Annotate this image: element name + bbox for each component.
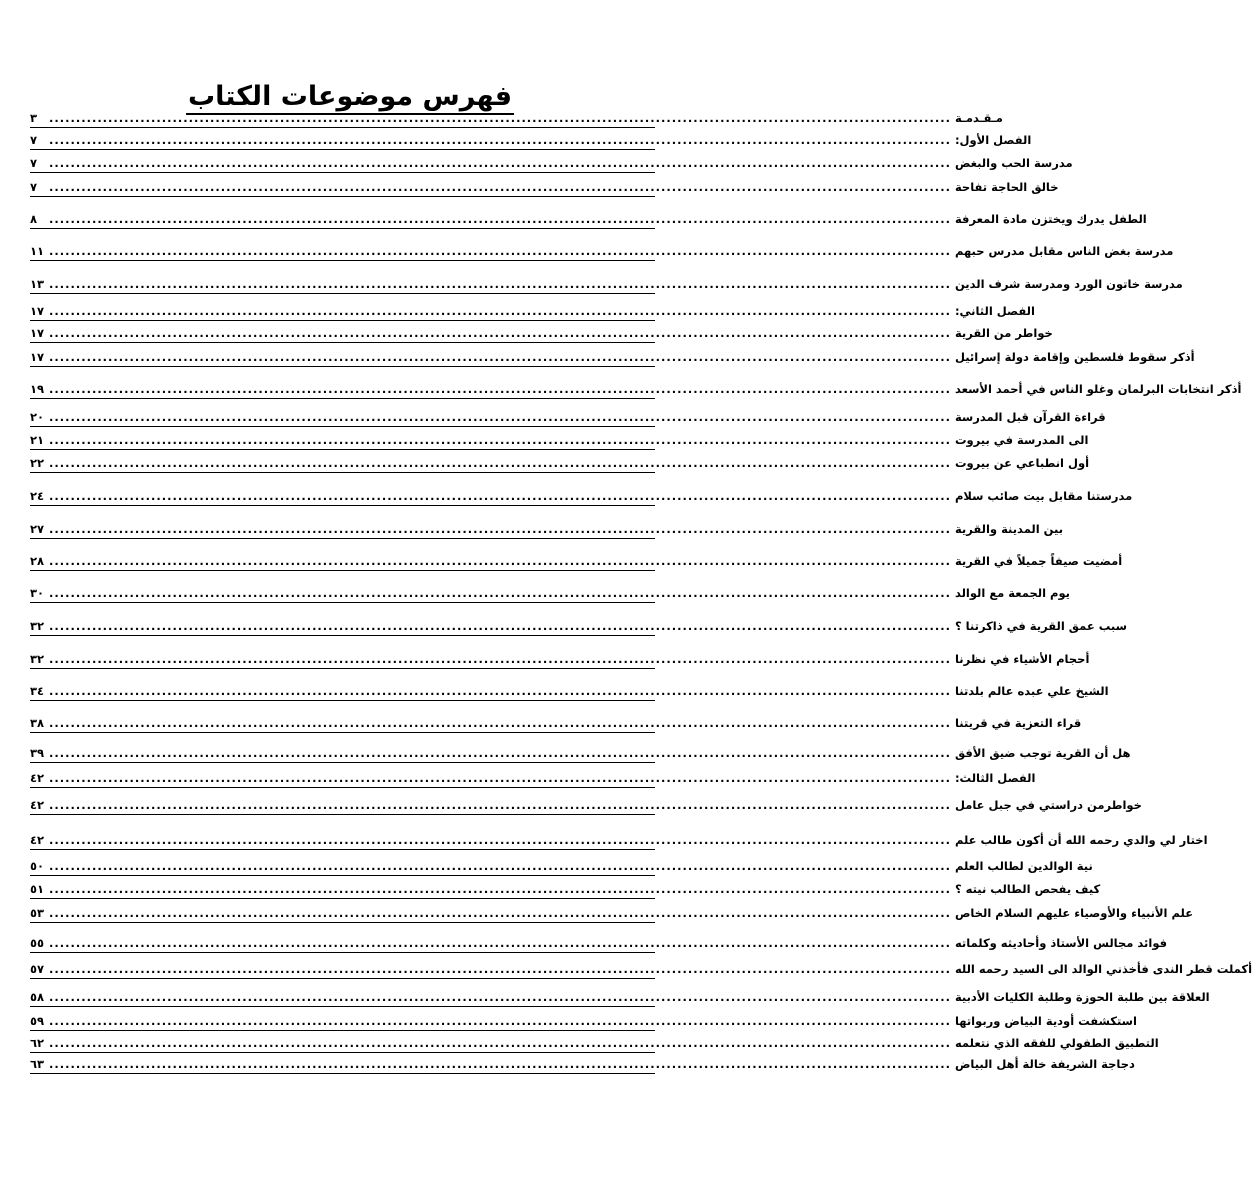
toc-page-number: ٦٢ — [30, 1036, 45, 1050]
toc-entry — [30, 988, 1210, 1007]
toc-page-number: ١٧ — [30, 350, 45, 364]
toc-entry-title: أذكر سقوط فلسطين وإقامة دولة إسرائيل — [954, 350, 1195, 364]
toc-page-number: ٨ — [30, 212, 38, 226]
toc-leader-dots: ........................................................................................................................................................................ — [49, 1057, 951, 1071]
toc-leader-dots: ........................................................................................................................................................................ — [49, 882, 951, 896]
toc-page-number: ٧ — [30, 133, 38, 147]
toc-page-number: ٣٤ — [30, 684, 45, 698]
toc-page-number: ٥٥ — [30, 936, 45, 950]
toc-leader-dots: ........................................................................................................................................................................ — [49, 1014, 951, 1028]
toc-leader-dots: ........................................................................................................................................................................ — [49, 212, 951, 226]
toc-entry-title: أمضيت صيفاً جميلاً في القرية — [954, 554, 1123, 568]
toc-entry — [30, 880, 1101, 899]
toc-entry — [30, 552, 1123, 571]
toc-page-number: ٤٢ — [30, 771, 45, 785]
toc-entry-title: سبب عمق القرية في ذاكرتنا ؟ — [954, 619, 1127, 633]
toc-entry — [30, 324, 1053, 343]
toc-leader-dots: ........................................................................................................................................................................ — [49, 244, 951, 258]
toc-page-number: ٧ — [30, 180, 38, 194]
toc-entry-title: أحجام الأشياء في نظرنا — [954, 652, 1090, 666]
toc-page-number: ٥٠ — [30, 859, 45, 873]
toc-entry — [30, 1034, 1159, 1053]
toc-page-number: ٥٨ — [30, 990, 45, 1004]
toc-entry-title: مدرسة الحب والبغض — [954, 156, 1073, 170]
toc-leader-dots: ........................................................................................................................................................................ — [49, 936, 951, 950]
toc-entry — [30, 380, 1242, 399]
toc-entry — [30, 714, 1082, 733]
toc-entry — [30, 154, 1073, 173]
toc-leader-dots: ........................................................................................................................................................................ — [49, 1036, 951, 1050]
toc-entry — [30, 487, 1133, 506]
toc-page-number: ٢٠ — [30, 410, 45, 424]
toc-entry-title: أكملت قطر الندى فأخذني الوالد الى السيد رحمه الله — [954, 962, 1252, 976]
toc-entry-title: التطبيق الطفولي للفقه الذي نتعلمه — [954, 1036, 1159, 1050]
toc-leader-dots: ........................................................................................................................................................................ — [49, 326, 951, 340]
toc-entry-title: قراءة القرآن قبل المدرسة — [954, 410, 1106, 424]
toc-entry — [30, 131, 1032, 150]
toc-leader-dots: ........................................................................................................................................................................ — [49, 277, 951, 291]
toc-entry — [30, 242, 1174, 261]
toc-leader-dots: ........................................................................................................................................................................ — [49, 962, 951, 976]
toc-entry — [30, 1012, 1137, 1031]
toc-entry-title: خالق الحاجة تفاحة — [954, 180, 1059, 194]
toc-entry — [30, 744, 1131, 763]
toc-leader-dots: ........................................................................................................................................................................ — [49, 833, 951, 847]
toc-page-number: ٥٧ — [30, 962, 45, 976]
toc-leader-dots: ........................................................................................................................................................................ — [49, 111, 951, 125]
toc-entry-title: قراء التعزية في قريتنا — [954, 716, 1082, 730]
toc-entry-title: بين المدينة والقرية — [954, 522, 1064, 536]
toc-entry-title: الفصل الثالث: — [954, 771, 1036, 785]
toc-leader-dots: ........................................................................................................................................................................ — [49, 652, 951, 666]
toc-entry — [30, 109, 1003, 128]
toc-leader-dots: ........................................................................................................................................................................ — [49, 990, 951, 1004]
toc-page-number: ٢٧ — [30, 522, 45, 536]
toc-leader-dots: ........................................................................................................................................................................ — [49, 382, 951, 396]
toc-page-number: ١٣ — [30, 277, 45, 291]
toc-entry-title: الشيخ علي عبده عالم بلدتنا — [954, 684, 1109, 698]
toc-leader-dots: ........................................................................................................................................................................ — [49, 489, 951, 503]
toc-entry-title: مـقـدمـة — [954, 111, 1003, 125]
toc-page-number: ٧ — [30, 156, 38, 170]
toc-entry-title: خواطر من القرية — [954, 326, 1053, 340]
toc-leader-dots: ........................................................................................................................................................................ — [49, 456, 951, 470]
toc-page-number: ٥٩ — [30, 1014, 45, 1028]
toc-entry — [30, 796, 1142, 815]
toc-leader-dots: ........................................................................................................................................................................ — [49, 304, 951, 318]
toc-entry-title: استكشفت أودية البياض وربواتها — [954, 1014, 1137, 1028]
toc-page-number: ٣ — [30, 111, 38, 125]
toc-page-number: ١١ — [30, 244, 45, 258]
toc-leader-dots: ........................................................................................................................................................................ — [49, 410, 951, 424]
toc-entry — [30, 769, 1036, 788]
toc-page-number: ٦٣ — [30, 1057, 45, 1071]
toc-entry — [30, 520, 1064, 539]
toc-entry-title: كيف يفحص الطالب نيته ؟ — [954, 882, 1101, 896]
toc-leader-dots: ........................................................................................................................................................................ — [49, 906, 951, 920]
toc-page-number: ٣٢ — [30, 652, 45, 666]
toc-page-number: ٥١ — [30, 882, 45, 896]
toc-entry — [30, 934, 1168, 953]
toc-entry-title: علم الأنبياء والأوصياء عليهم السلام الخاص — [954, 906, 1194, 920]
toc-entry-title: الى المدرسة في بيروت — [954, 433, 1089, 447]
toc-page-number: ٣٢ — [30, 619, 45, 633]
toc-entry-title: هل أن القرية توجب ضيق الأفق — [954, 746, 1131, 760]
toc-entry — [30, 857, 1093, 876]
toc-leader-dots: ........................................................................................................................................................................ — [49, 771, 951, 785]
toc-leader-dots: ........................................................................................................................................................................ — [49, 859, 951, 873]
toc-entry-title: مدرسة بغض الناس مقابل مدرس حبهم — [954, 244, 1174, 258]
toc-page-number: ١٩ — [30, 382, 45, 396]
toc-leader-dots: ........................................................................................................................................................................ — [49, 586, 951, 600]
toc-page-number: ٢٢ — [30, 456, 45, 470]
page-title-text: فهرس موضوعات الكتاب — [186, 81, 514, 115]
toc-entry-title: الفصل الثاني: — [954, 304, 1035, 318]
toc-entry-title: خواطرمن دراستي في جبل عامل — [954, 798, 1142, 812]
toc-leader-dots: ........................................................................................................................................................................ — [49, 133, 951, 147]
toc-page-number: ٥٣ — [30, 906, 45, 920]
toc-page-number: ٢١ — [30, 433, 45, 447]
toc-entry-title: اختار لي والدي رحمه الله أن أكون طالب علم — [954, 833, 1208, 847]
toc-entry-title: دجاجة الشريفة خالة أهل البياض — [954, 1057, 1135, 1071]
toc-entry — [30, 210, 1147, 229]
toc-entry-title: مدرسة خاتون الورد ومدرسة شرف الدين — [954, 277, 1183, 291]
toc-leader-dots: ........................................................................................................................................................................ — [49, 554, 951, 568]
toc-entry — [30, 302, 1035, 321]
toc-entry — [30, 454, 1090, 473]
toc-page-number: ٢٤ — [30, 489, 45, 503]
toc-leader-dots: ........................................................................................................................................................................ — [49, 180, 951, 194]
toc-entry — [30, 1055, 1135, 1074]
toc-entry-title: نية الوالدين لطالب العلم — [954, 859, 1093, 873]
toc-entry-title: الطفل يدرك ويختزن مادة المعرفة — [954, 212, 1147, 226]
toc-leader-dots: ........................................................................................................................................................................ — [49, 746, 951, 760]
toc-leader-dots: ........................................................................................................................................................................ — [49, 350, 951, 364]
toc-entry-title: الفصل الأول: — [954, 133, 1032, 147]
toc-page-number: ٤٢ — [30, 833, 45, 847]
toc-page-number: ٣٩ — [30, 746, 45, 760]
toc-page-number: ١٧ — [30, 304, 45, 318]
toc-entry — [30, 682, 1109, 701]
toc-leader-dots: ........................................................................................................................................................................ — [49, 433, 951, 447]
toc-page-number: ٢٨ — [30, 554, 45, 568]
toc-page-number: ٣٠ — [30, 586, 45, 600]
toc-leader-dots: ........................................................................................................................................................................ — [49, 684, 951, 698]
toc-entry-title: أول انطباعي عن بيروت — [954, 456, 1090, 470]
toc-page-number: ٤٢ — [30, 798, 45, 812]
toc-entry-title: فوائد مجالس الأستاذ وأحاديثه وكلماته — [954, 936, 1168, 950]
toc-page-number: ١٧ — [30, 326, 45, 340]
toc-entry — [30, 348, 1195, 367]
toc-entry — [30, 831, 1208, 850]
toc-leader-dots: ........................................................................................................................................................................ — [49, 522, 951, 536]
toc-entry — [30, 584, 1070, 603]
toc-entry — [30, 650, 1090, 669]
toc-entry-title: العلاقة بين طلبة الحوزة وطلبة الكليات الأدبية — [954, 990, 1210, 1004]
toc-leader-dots: ........................................................................................................................................................................ — [49, 156, 951, 170]
toc-leader-dots: ........................................................................................................................................................................ — [49, 619, 951, 633]
toc-entry — [30, 408, 1106, 427]
toc-entry — [30, 431, 1089, 450]
toc-entry — [30, 960, 1252, 979]
toc-entry — [30, 617, 1127, 636]
toc-entry-title: أذكر انتخابات البرلمان وغلو الناس في أحمد الأسعد — [954, 382, 1242, 396]
toc-entry — [30, 904, 1194, 923]
toc-page-number: ٣٨ — [30, 716, 45, 730]
toc-entry — [30, 178, 1059, 197]
toc-entry-title: مدرستنا مقابل بيت صائب سلام — [954, 489, 1133, 503]
toc-entry — [30, 275, 1183, 294]
toc-leader-dots: ........................................................................................................................................................................ — [49, 716, 951, 730]
toc-entry-title: يوم الجمعة مع الوالد — [954, 586, 1070, 600]
toc-leader-dots: ........................................................................................................................................................................ — [49, 798, 951, 812]
